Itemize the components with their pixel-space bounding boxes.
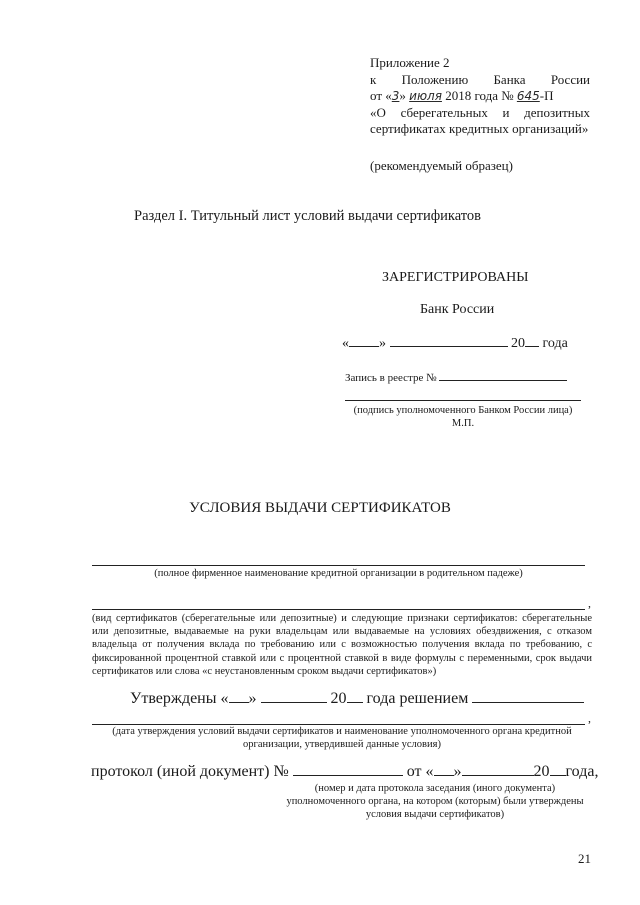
organization-name-line [92, 565, 585, 566]
annex-line-5: сертификатах кредитных организаций» [370, 121, 589, 136]
annex-word: Положению [401, 71, 469, 87]
protocol-from: от « [406, 763, 434, 780]
stamp-label: М.П. [451, 418, 475, 429]
annex-word: и [502, 104, 510, 120]
quote-close: » [453, 763, 462, 780]
organization-name-caption: (полное фирменное наименование кредитной организации в родительном падеже) [154, 568, 523, 579]
approved-label: Утверждены [130, 690, 217, 707]
annex-line-2 [370, 72, 590, 89]
month-blank [462, 763, 534, 776]
comma-1: , [588, 596, 591, 610]
protocol-line [91, 763, 598, 781]
year-blank [347, 690, 363, 703]
approved-tail: года решением [366, 690, 469, 707]
registry-blank [439, 368, 567, 381]
annex-word: «О [370, 104, 386, 120]
annex-line-4 [370, 105, 590, 122]
handwritten-month: июля [409, 89, 442, 103]
quote-close: » [379, 336, 386, 351]
annex-word: депозитных [524, 104, 590, 120]
annex-word: России [550, 71, 590, 87]
decision-blank [472, 690, 584, 703]
handwritten-number: 645 [516, 89, 540, 103]
quote-close: » [248, 690, 257, 707]
quote-open: « [220, 690, 229, 707]
year-prefix: 20 [533, 763, 550, 780]
sample-note: (рекомендуемый образец) [370, 158, 513, 173]
protocol-caption: (номер и дата протокола заседания (иного документа) уполномоченного органа, на котором (которым) были утверждены условия выдачи сертификатов) [286, 783, 584, 820]
registry-line [345, 368, 567, 384]
annex-word: сберегательных [400, 104, 488, 120]
annex-block [370, 55, 590, 138]
year-prefix: 20 [511, 336, 525, 351]
year-prefix: 20 [330, 690, 347, 707]
registered-bank: Банк России [420, 302, 495, 317]
approved-line [130, 690, 584, 708]
signature-caption: (подпись уполномоченного Банком России лица) [353, 405, 573, 416]
section-title: Раздел I. Титульный лист условий выдачи сертификатов [134, 208, 482, 224]
handwritten-day: 3 [391, 89, 400, 103]
page-number: 21 [578, 851, 591, 866]
annex-word: к [370, 71, 377, 87]
day-blank [229, 690, 249, 703]
registered-heading: ЗАРЕГИСТРИРОВАНЫ [382, 270, 529, 285]
annex-year: 2018 года № [441, 88, 517, 103]
annex-date-prefix: от « [370, 88, 392, 103]
year-suffix: года [542, 336, 568, 351]
year-suffix: года, [565, 763, 599, 780]
comma-2: , [588, 711, 591, 725]
approval-caption: (дата утверждения условий выдачи сертификатов и наименование уполномоченного органа кредитной организации, утвердившей данные условия) [112, 726, 572, 750]
certificate-type-line [92, 609, 585, 610]
registration-date-line [342, 334, 568, 352]
quote-open: « [342, 336, 349, 351]
protocol-number-blank [293, 763, 403, 776]
main-title: УСЛОВИЯ ВЫДАЧИ СЕРТИФИКАТОВ [189, 500, 451, 516]
protocol-label: протокол (иной документ) № [91, 763, 289, 780]
year-blank [525, 334, 539, 347]
day-blank [434, 763, 454, 776]
annex-title: Приложение 2 [370, 55, 450, 70]
month-blank [390, 334, 508, 347]
signature-line [345, 400, 581, 401]
month-blank [261, 690, 327, 703]
annex-word: Банка [493, 71, 526, 87]
annex-date-mid: » [399, 88, 410, 103]
registry-label: Запись в реестре № [345, 372, 437, 384]
day-blank [349, 334, 379, 347]
year-blank [550, 763, 566, 776]
annex-number-suffix: -П [539, 88, 554, 103]
annex-date-line [370, 88, 590, 105]
certificate-type-caption: (вид сертификатов (сберегательные или депозитные) и следующие признаки сертификатов: сберегательные или депозитные, выдаваемые на руки владельцам или выдаваемые на условиях обездвижения, с отказом владельца от получения вклада по требованию или с возможностью получения вклада по требованию, с фиксированной процентной ставкой или с процентной ставкой в виде формулы с переменными, срок выдачи сертификатов или слова «с неустановленным сроком выдачи сертификатов») [92, 613, 592, 677]
